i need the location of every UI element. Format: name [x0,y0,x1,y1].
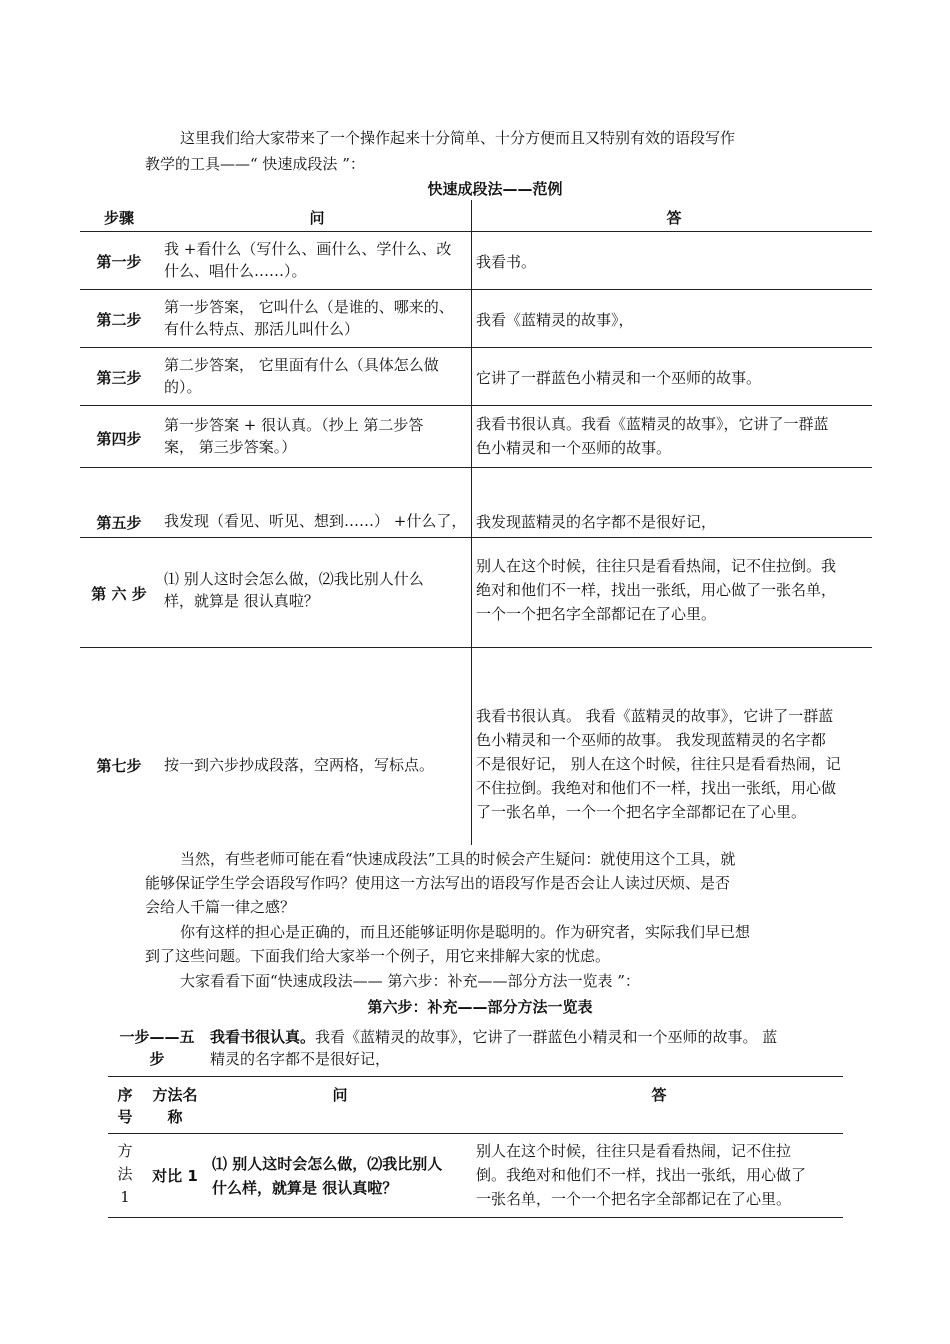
ask-cell: ⑴ 别人这时会怎么做，⑵我比别人什么 样，就算是 很认真啦？ [164,570,424,610]
answer-cell: 我看书。 [476,253,537,271]
step-label: 第五步 [96,514,142,532]
step-label: 第 六 步 [91,585,147,603]
answer-cell: 它讲了一群蓝色小精灵和一个巫师的故事。 [476,369,762,387]
ask-cell: 第二步答案， 它里面有什么（具体怎么做 的）。 [164,356,439,396]
table1-title: 快速成段法——范例 [427,180,563,198]
pre-label: 一步——五 步 [119,1028,195,1068]
header-step: 步骤 [103,209,134,227]
intro-line-2: 教学的工具——“ 快速成段法 ”： [145,155,365,173]
step-label: 第二步 [96,311,142,329]
row-answer: 别人在这个时候，往往只是看看热闹，记不住拉 倒。我绝对和他们不一样，找出一张纸，用心做了 一张名单，一个一个把名字全部都记在了心里。 [476,1142,807,1208]
step-label: 第七步 [96,757,142,775]
header-method: 方法名 称 [152,1086,198,1126]
row-method: 对比 1 [152,1167,198,1185]
ask-cell: 我 +看什么（写什么、画什么、学什么、改 什么、唱什么……）。 [164,240,452,280]
header-ask: 问 [309,209,325,227]
header-answer: 答 [651,1086,667,1104]
para3-line-2: 到了这些问题。下面我们给大家举一个例子，用它来排解大家的忧虑。 [145,947,611,965]
ask-cell: 第一步答案， 它叫什么（是谁的、哪来的、 有什么特点、那活儿叫什么） [164,298,454,338]
step-label: 第三步 [96,369,142,387]
header-answer: 答 [666,209,682,227]
para3-line-1: 你有这样的担心是正确的，而且还能够证明你是聪明的。作为研究者，实际我们早已想 [180,923,751,941]
answer-cell: 我看《蓝精灵的故事》， [476,311,634,329]
header-number: 序 号 [117,1086,133,1126]
table2-title: 第六步：补充——部分方法一览表 [367,998,593,1016]
ask-cell: 我发现（看见、听见、想到……） +什么了， [164,512,467,530]
answer-cell: 别人在这个时候，往往只是看看热闹，记不住拉倒。我 绝对和他们不一样，找出一张纸，用心做了一张名单， 一个一个把名字全部都记在了心里。 [476,557,837,623]
para4-line: 大家看看下面“快速成段法—— 第六步：补充——部分方法一览表 ”： [180,972,640,990]
step-label: 第四步 [96,430,142,448]
step-label: 第一步 [96,253,142,271]
answer-cell: 我看书很认真。我看《蓝精灵的故事》，它讲了一群蓝 色小精灵和一个巫师的故事。 [476,415,829,457]
intro-line-1: 这里我们给大家带来了一个操作起来十分简单、十分方便而且又特别有效的语段写作 [180,129,736,147]
para2-line-3: 会给人千篇一律之感？ [145,898,296,916]
row-ask: ⑴ 别人这时会怎么做，⑵我比别人 什么样，就算是 很认真啦？ [212,1155,443,1197]
answer-cell: 我看书很认真。 我看《蓝精灵的故事》，它讲了一群蓝 色小精灵和一个巫师的故事。 我发现蓝精灵的名字都 不是很好记， 别人在这个时候，往往只是看看热闹，记 不住拉倒。我绝对和他们不一样，找出一张纸，用心做 了一张名单，一个一个把名字全部都记在了心里。 [476,707,841,821]
ask-cell: 第一步答案 + 很认真。（抄上 第二步答 案， 第三步答案。） [164,416,424,456]
row-number: 方 法 1 [117,1142,133,1206]
answer-cell: 我发现蓝精灵的名字都不是很好记， [476,513,717,531]
header-ask: 问 [332,1086,348,1104]
para2-line-2: 能够保证学生学会语段写作吗？使用这一方法写出的语段写作是否会让人读过厌烦、是否 [145,874,731,892]
pre-text: 我看书很认真。我看《蓝精灵的故事》，它讲了一群蓝色小精灵和一个巫师的故事。 蓝 精灵的名字都不是很好记， [210,1028,778,1068]
ask-cell: 按一到六步抄成段落，空两格，写标点。 [164,756,435,774]
para2-line-1: 当然，有些老师可能在看“快速成段法”工具的时候会产生疑问：就使用这个工具，就 [180,850,736,868]
